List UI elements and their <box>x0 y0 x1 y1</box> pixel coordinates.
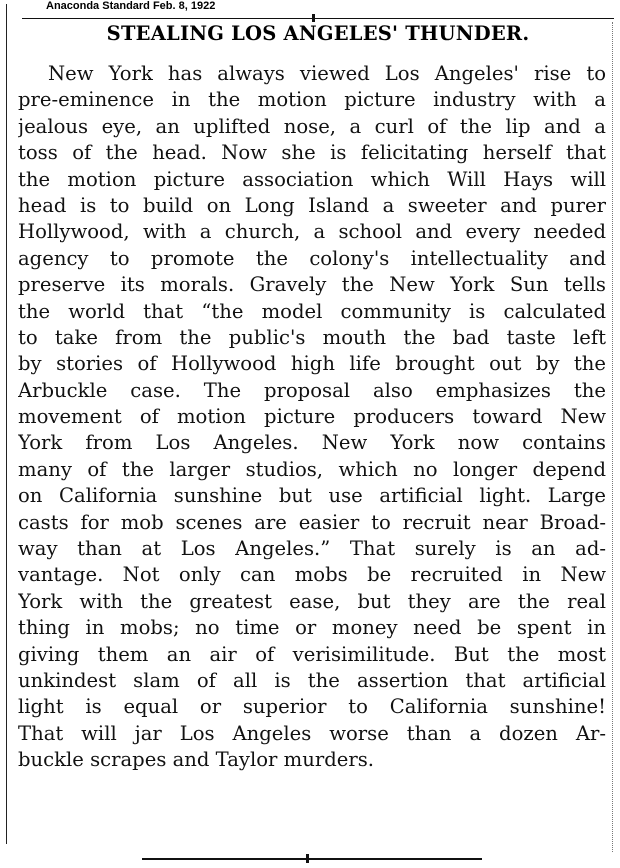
column-rule-right <box>612 22 613 852</box>
article-line: light is equal or superior to California sunshine! <box>18 695 606 719</box>
article-line: on California sunshine but use artificial light. Large <box>18 484 606 508</box>
article-line: unkindest slam of all is the assertion that artificial <box>18 668 606 692</box>
article-line: Arbuckle case. The proposal also emphasizes the <box>18 378 606 402</box>
article-line: York with the greatest ease, but they are the real <box>18 589 606 613</box>
headline: STEALING LOS ANGELES' THUNDER. <box>106 22 530 45</box>
article-line: giving them an air of verisimilitude. But the most <box>18 642 606 666</box>
article-line: buckle scrapes and Taylor murders. <box>18 748 374 772</box>
article-line: by stories of Hollywood high life brought out by the <box>18 352 606 376</box>
bottom-rule <box>142 858 482 860</box>
article-line: many of the larger studios, which no longer depend <box>18 457 606 481</box>
article-line: way than at Los Angeles.” That surely is an ad- <box>18 537 606 561</box>
article-line: thing in mobs; no time or money need be spent in <box>18 616 606 640</box>
top-rule <box>22 18 614 19</box>
article-line: the motion picture association which Will Hays will <box>18 167 606 191</box>
article-line: New York has always viewed Los Angeles' rise to <box>48 62 606 85</box>
article-body <box>18 61 606 774</box>
article-line: toss of the head. Now she is felicitating herself that <box>18 141 606 165</box>
article-line: vantage. Not only can mobs be recruited in New <box>18 563 606 587</box>
bottom-rule-ornament <box>306 854 309 863</box>
article-line: to take from the public's mouth the bad taste left <box>18 325 606 349</box>
article-line: jealous eye, an uplifted nose, a curl of the lip and a <box>18 114 606 138</box>
article-line: pre-eminence in the motion picture industry with a <box>18 88 606 112</box>
article-line: movement of motion picture producers toward New <box>18 405 606 429</box>
article-line: the world that “the model community is calculated <box>18 299 606 323</box>
article-line: head is to build on Long Island a sweeter and purer <box>18 193 606 217</box>
article-line: Hollywood, with a church, a school and every needed <box>18 220 606 244</box>
column-rule-left <box>6 4 7 844</box>
article-line: casts for mob scenes are easier to recruit near Broad- <box>18 510 606 534</box>
article-line: York from Los Angeles. New York now contains <box>18 431 606 455</box>
source-caption: Anaconda Standard Feb. 8, 1922 <box>46 0 216 12</box>
article-line: That will jar Los Angeles worse than a dozen Ar- <box>18 721 606 745</box>
article-line: preserve its morals. Gravely the New York Sun tells <box>18 273 606 297</box>
article-line: agency to promote the colony's intellectuality and <box>18 246 606 270</box>
top-rule-ornament <box>312 14 315 22</box>
